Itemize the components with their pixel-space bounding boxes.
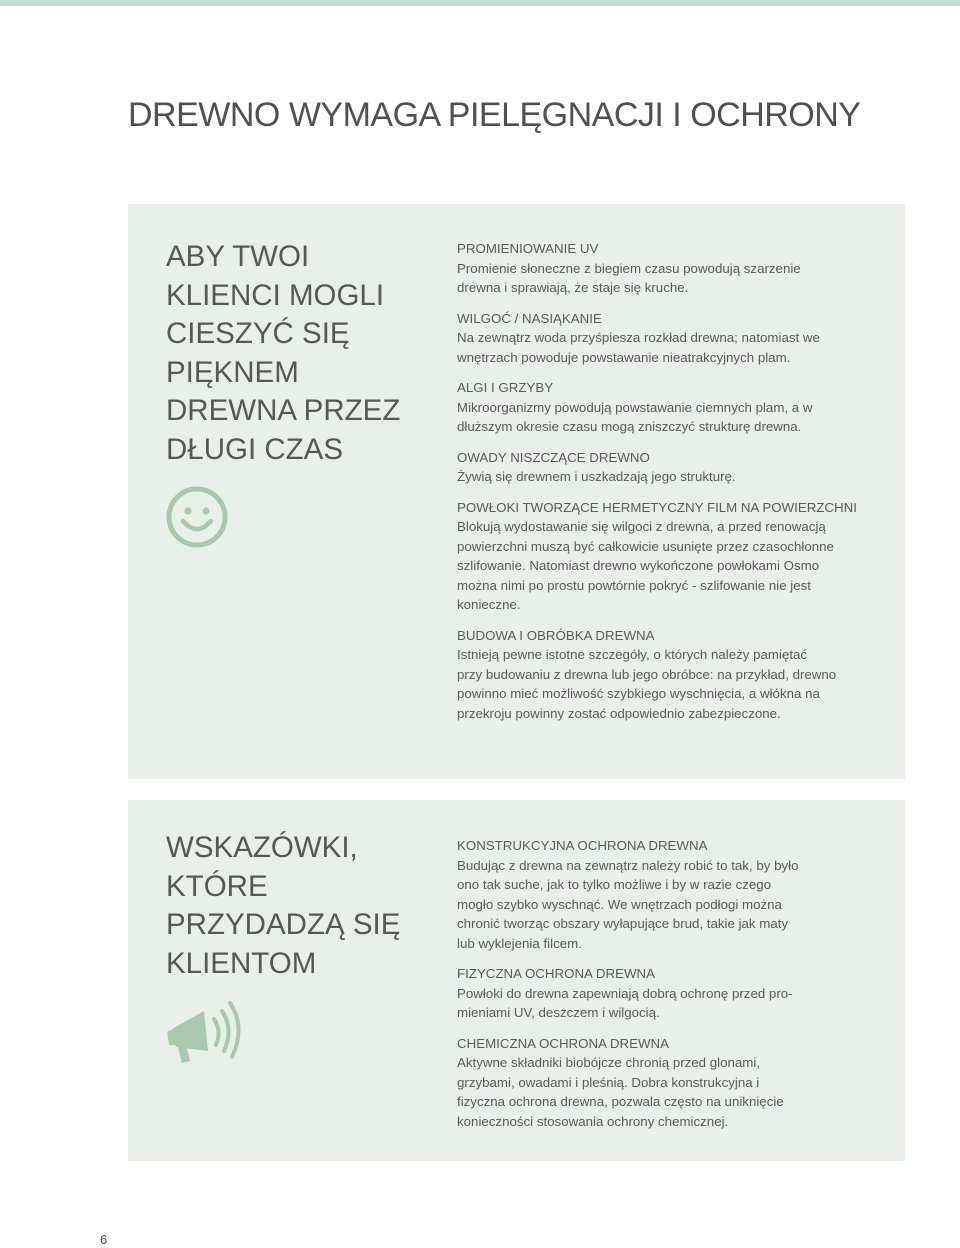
- item-title: POWŁOKI TWORZĄCE HERMETYCZNY FILM NA POWIERZCHNI: [457, 499, 857, 515]
- page-number: 6: [100, 1232, 108, 1247]
- item-body: Żywią się drewnem i uszkadzają jego strukturę.: [457, 469, 736, 484]
- item-body: Blokują wydostawanie się wilgoci z drewna, a przed renowacją powierzchni muszą być całkowicie usunięte przez czasochłonne szlifowanie. Natomiast drewno wykończone powłokami Osmo można nimi po prostu powtórnie pokryć - szlifowanie nie jest konieczne.: [457, 519, 834, 612]
- item-body: Aktywne składniki biobójcze chronią przed glonami, grzybami, owadami i pleśnią. Dobra konstrukcyjna i fizyczna ochrona drewna, pozwala często na uniknięcie konieczności stosowania ochrony chemicznej.: [457, 1055, 784, 1129]
- item-body: Mikroorganizmy powodują powstawanie ciemnych plam, a w dłuższym okresie czasu mogą zniszczyć strukturę drewna.: [457, 399, 813, 434]
- list-item: [457, 448, 887, 487]
- item-title: CHEMICZNA OCHRONA DREWNA: [457, 1035, 670, 1051]
- item-title: WILGOĆ / NASIĄKANIE: [457, 310, 602, 326]
- item-title: FIZYCZNA OCHRONA DREWNA: [457, 966, 655, 981]
- list-item: [457, 1034, 887, 1132]
- tips-items-list: [457, 836, 887, 1142]
- care-items-list: [457, 239, 887, 734]
- tips-section-heading: WSKAZÓWKI, KTÓRE PRZYDADZĄ SIĘ KLIENTOM: [166, 831, 401, 980]
- item-title: PROMIENIOWANIE UV: [457, 241, 599, 256]
- top-accent-bar: [0, 0, 960, 6]
- list-item: [457, 309, 887, 368]
- list-item: [457, 836, 887, 953]
- list-item: [457, 626, 887, 724]
- tips-section-panel: [128, 800, 905, 1161]
- item-body: Na zewnątrz woda przyśpiesza rozkład drewna; natomiast we wnętrzach powoduje powstawanie nieatrakcyjnych plam.: [457, 330, 820, 365]
- list-item: [457, 498, 887, 615]
- page-title: DREWNO WYMAGA PIELĘGNACJI I OCHRONY: [128, 96, 861, 134]
- item-title: BUDOWA I OBRÓBKA DREWNA: [457, 627, 655, 643]
- megaphone-icon: [166, 997, 250, 1074]
- item-title: KONSTRUKCYJNA OCHRONA DREWNA: [457, 838, 708, 853]
- item-body: Promienie słoneczne z biegiem czasu powodują szarzenie drewna i sprawiają, że staje się kruche.: [457, 260, 801, 295]
- item-body: Istnieją pewne istotne szczegóły, o których należy pamiętać przy budowaniu z drewna lub jego obróbce: na przykład, drewno powinno mieć możliwość szybkiego wyschnięcia, a włókna na przekroju powinny zostać odpowiednio zabezpieczone.: [457, 647, 837, 721]
- item-title: OWADY NISZCZĄCE DREWNO: [457, 449, 650, 465]
- list-item: [457, 378, 887, 437]
- list-item: [457, 239, 887, 298]
- item-title: ALGI I GRZYBY: [457, 380, 554, 395]
- item-body: Budując z drewna na zewnątrz należy robić to tak, by było ono tak suche, jak to tylko możliwe i by w razie czego mogło szybko wyschnąć. We wnętrzach podłogi można chronić tworząc obszary wyłapujące brud, takie jak maty lub wyklejenia filcem.: [457, 857, 799, 951]
- care-section-heading: ABY TWOI KLIENCI MOGLI CIESZYĆ SIĘ PIĘKNEM DREWNA PRZEZ DŁUGI CZAS: [166, 240, 401, 466]
- item-body: Powłoki do drewna zapewniają dobrą ochronę przed pro- mieniami UV, deszczem i wilgocią.: [457, 985, 793, 1020]
- smiley-icon: [166, 486, 228, 553]
- care-section-panel: [128, 204, 905, 779]
- list-item: [457, 964, 887, 1023]
